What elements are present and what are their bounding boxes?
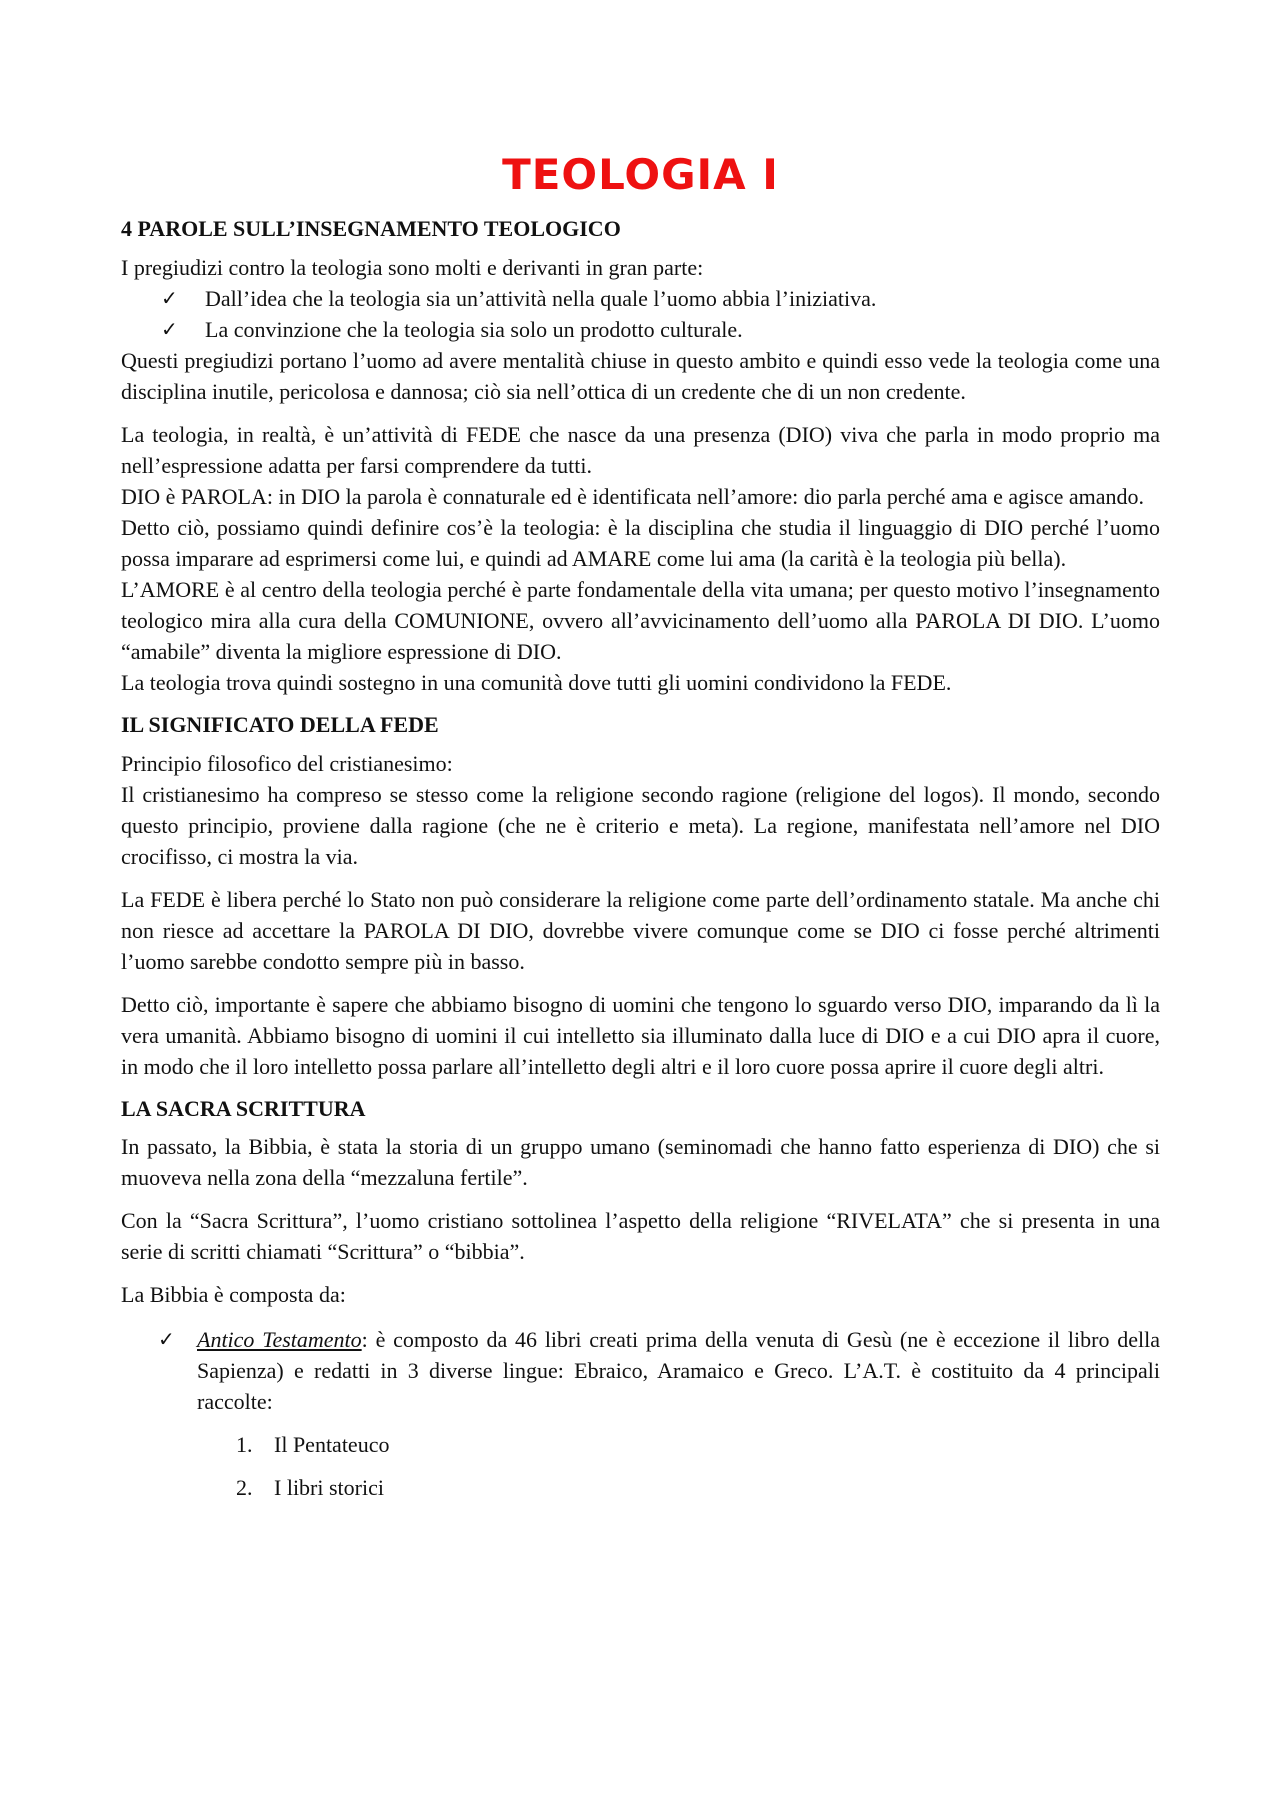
paragraph: I pregiudizi contro la teologia sono molti e derivanti in gran parte:: [121, 255, 704, 281]
checklist: [121, 283, 1160, 345]
section-heading-scrittura: LA SACRA SCRITTURA: [121, 1095, 366, 1121]
section-heading-fede: IL SIGNIFICATO DELLA FEDE: [121, 712, 439, 738]
collections-list: [197, 1429, 1160, 1503]
paragraph: Il cristianesimo ha compreso se stesso come la religione secondo ragione (religione del logos). Il mondo, secondo questo principio, proviene dalla ragione (che ne è criterio e meta). La regione, manifestata nell’amore nel DIO crocifisso, ci mostra la via.: [121, 781, 1160, 869]
paragraph: Principio filosofico del cristianesimo:: [121, 750, 453, 776]
paragraph: Detto ciò, possiamo quindi definire cos’è la teologia: è la disciplina che studia il linguaggio di DIO perché l’uomo possa imparare ad esprimersi come lui, e quindi ad AMARE come lui ama (la carità è la teologia più bella).: [121, 515, 1160, 572]
numbered-item: [236, 1429, 1160, 1460]
list-item-text: : è composto da 46 libri creati prima della venuta di Gesù (ne è eccezione il libro della Sapienza) e redatti in 3 diverse lingue: Ebraico, Aramaico e Greco. L’A.T. è costituito da 4 principali raccolte:: [197, 1327, 1160, 1415]
paragraph: Detto ciò, importante è sapere che abbiamo bisogno di uomini che tengono lo sguardo verso DIO, imparando da lì la vera umanità. Abbiamo bisogno di uomini il cui intelletto sia illuminato dalla luce di DIO e a cui DIO apra il cuore, in modo che il loro intelletto possa parlare all’intelletto degli altri e il loro cuore possa aprire il cuore degli altri.: [121, 991, 1160, 1079]
section-heading-insegnamento: 4 PAROLE SULL’INSEGNAMENTO TEOLOGICO: [121, 216, 621, 242]
paragraph: In passato, la Bibbia, è stata la storia di un gruppo umano (seminomadi che hanno fatto esperienza di DIO) che si muoveva nella zona della “mezzaluna fertile”.: [121, 1134, 1160, 1191]
checkmark-icon: ✓: [158, 1327, 175, 1352]
antico-testamento-term: Antico Testamento: [197, 1327, 362, 1353]
list-item-text: La convinzione che la teologia sia solo un prodotto culturale.: [205, 317, 743, 343]
list-item: [161, 283, 1160, 314]
list-item: [161, 314, 1160, 345]
paragraph: La FEDE è libera perché lo Stato non può considerare la religione come parte dell’ordinamento statale. Ma anche chi non riesce ad accettare la PAROLA DI DIO, dovrebbe vivere comunque come se DIO ci fosse perché altrimenti l’uomo sarebbe condotto sempre più in basso.: [121, 886, 1160, 974]
list-item: [158, 1324, 1160, 1503]
paragraph: La teologia, in realtà, è un’attività di FEDE che nasce da una presenza (DIO) viva che parla in modo proprio ma nell’espressione adatta per farsi comprendere da tutti.: [121, 422, 1160, 479]
paragraph: DIO è PAROLA: in DIO la parola è connaturale ed è identificata nell’amore: dio parla perché ama e agisce amando.: [121, 484, 1144, 510]
checkmark-icon: ✓: [161, 317, 178, 342]
paragraph: Con la “Sacra Scrittura”, l’uomo cristiano sottolinea l’aspetto della religione “RIVELATA” che si presenta in una serie di scritti chiamati “Scrittura” o “bibbia”.: [121, 1208, 1160, 1265]
paragraph: L’AMORE è al centro della teologia perché è parte fondamentale della vita umana; per questo motivo l’insegnamento teologico mira alla cura della COMUNIONE, ovvero all’avvicinamento dell’uomo alla PAROLA DI DIO. L’uomo “amabile” diventa la migliore espressione di DIO.: [121, 577, 1160, 665]
document-page: [121, 150, 1160, 1515]
item-number: 1.: [236, 1432, 253, 1458]
item-number: 2.: [236, 1475, 253, 1501]
numbered-item: [236, 1472, 1160, 1503]
paragraph: La Bibbia è composta da:: [121, 1282, 346, 1308]
item-label: Il Pentateuco: [274, 1432, 390, 1458]
bible-parts-list: [121, 1324, 1160, 1503]
item-label: I libri storici: [274, 1475, 384, 1501]
list-item-text: Dall’idea che la teologia sia un’attività nella quale l’uomo abbia l’iniziativa.: [205, 286, 877, 312]
checkmark-icon: ✓: [161, 286, 178, 311]
document-title: TEOLOGIA I: [502, 150, 779, 199]
paragraph: Questi pregiudizi portano l’uomo ad avere mentalità chiuse in questo ambito e quindi esso vede la teologia come una disciplina inutile, pericolosa e dannosa; ciò sia nell’ottica di un credente che di un non credente.: [121, 348, 1160, 405]
paragraph: La teologia trova quindi sostegno in una comunità dove tutti gli uomini condividono la FEDE.: [121, 670, 952, 696]
